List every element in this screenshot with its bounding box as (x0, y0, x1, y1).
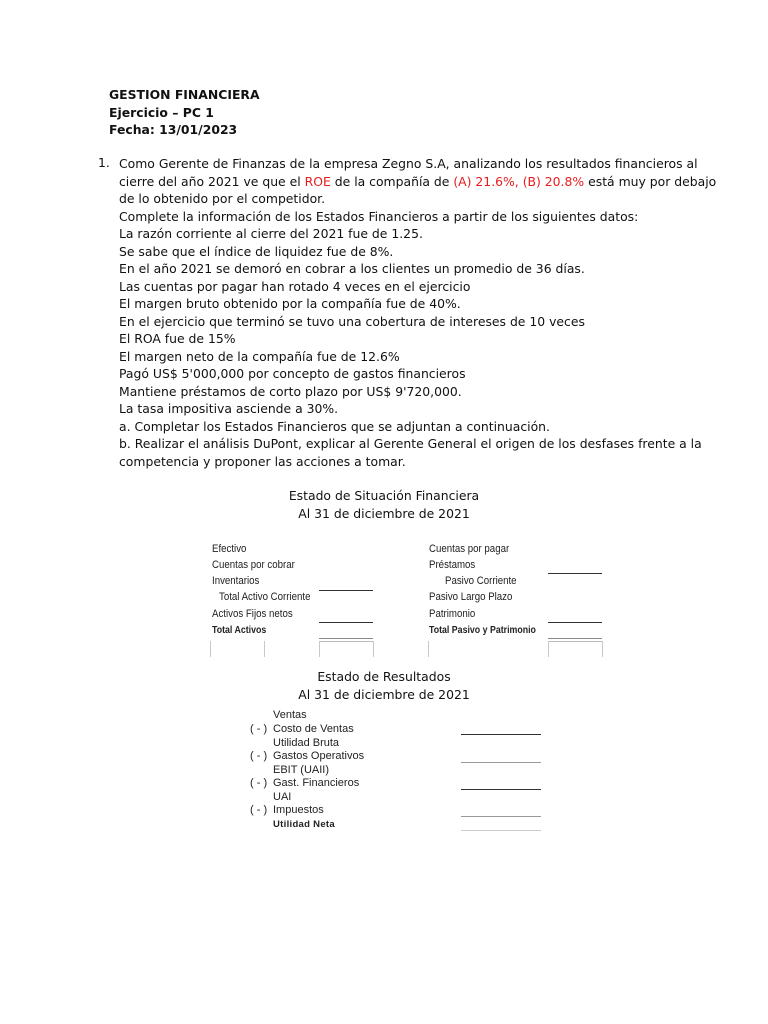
intro-line-3: de lo obtenido por el competidor. (119, 191, 326, 206)
table-border (210, 641, 211, 657)
data-line: Las cuentas por pagar han rotado 4 veces en el ejercicio (119, 278, 471, 294)
document-header (109, 86, 260, 139)
income-statement-date: Al 31 de diciembre de 2021 (298, 687, 470, 702)
data-line: La tasa impositiva asciende a 30%. (119, 401, 339, 416)
answer-line (461, 762, 541, 763)
minus-sign: ( - ) (250, 804, 268, 816)
question-number: 1. (98, 155, 110, 170)
exam-date: Fecha: 13/01/2023 (109, 122, 238, 137)
answer-line (461, 816, 541, 817)
label-costo-de-ventas: Costo de Ventas (273, 723, 354, 735)
minus-sign: ( - ) (250, 750, 268, 762)
intro-text: cierre del año 2021 ve que el (119, 173, 305, 189)
balance-sheet-date: Al 31 de diciembre de 2021 (298, 506, 470, 521)
data-line: En el año 2021 se demoró en cobrar a los clientes un promedio de 36 días. (119, 261, 585, 276)
intro-line-1: Como Gerente de Finanzas de la empresa Zegno S.A, analizando los resultados financieros al (119, 156, 698, 171)
option-b: (B) 20.8% (522, 173, 585, 189)
label-ebit: EBIT (UAII) (273, 764, 330, 776)
data-line: Se sabe que el índice de liquidez fue de 8%. (119, 243, 394, 259)
exercise-label: Ejercicio – PC 1 (109, 104, 214, 120)
intro-text-mid: de la compañía de (330, 173, 454, 189)
label-cuentas-por-cobrar: Cuentas por cobrar (212, 559, 295, 571)
label-pasivo-corriente: Pasivo Corriente (445, 575, 517, 587)
table-border (319, 641, 320, 657)
data-line: Complete la información de los Estados Financieros a partir de los siguientes datos: (119, 208, 639, 224)
question-text (119, 155, 717, 470)
answer-line (319, 590, 373, 591)
label-pasivo-largo-plazo: Pasivo Largo Plazo (429, 591, 513, 603)
label-cuentas-por-pagar: Cuentas por pagar (429, 543, 510, 555)
data-line: La razón corriente al cierre del 2021 fue de 1.25. (119, 226, 423, 241)
course-title: GESTION FINANCIERA (109, 87, 260, 102)
intro-line-2 (119, 173, 717, 191)
table-border (373, 641, 374, 657)
minus-sign: ( - ) (250, 777, 268, 789)
data-line: El ROA fue de 15% (119, 331, 236, 346)
table-border (548, 641, 549, 657)
intro-text-end: está muy por debajo (584, 173, 717, 189)
label-total-activos: Total Activos (212, 625, 267, 636)
income-statement-form (249, 708, 549, 836)
label-uai: UAI (273, 791, 292, 803)
table-border (264, 641, 265, 657)
data-line: Mantiene préstamos de corto plazo por US$ 9'720,000. (119, 383, 462, 399)
answer-line (548, 573, 602, 574)
income-statement-heading (0, 668, 768, 704)
data-line: Pagó US$ 5'000,000 por concepto de gastos financieros (119, 366, 466, 381)
minus-sign: ( - ) (250, 723, 268, 735)
label-gastos-financieros: Gast. Financieros (273, 777, 360, 789)
label-gastos-operativos: Gastos Operativos (273, 750, 365, 762)
balance-sheet-heading (0, 487, 768, 523)
total-line (548, 638, 602, 642)
data-line: El margen neto de la compañía fue de 12.6% (119, 348, 400, 364)
answer-line (548, 622, 602, 623)
answer-line (461, 734, 541, 735)
answer-line (319, 622, 373, 623)
label-total-pasivo-patrimonio: Total Pasivo y Patrimonio (429, 625, 536, 636)
label-inventarios: Inventarios (212, 575, 260, 587)
table-border (602, 641, 603, 657)
option-a: (A) 21.6%, (453, 173, 519, 189)
data-line: b. Realizar el análisis DuPont, explicar al Gerente General el origen de los desfases frente a la (119, 436, 702, 451)
label-total-activo-corriente: Total Activo Corriente (219, 591, 311, 603)
label-impuestos: Impuestos (273, 804, 324, 816)
answer-line (461, 789, 541, 790)
label-patrimonio: Patrimonio (429, 608, 476, 620)
label-utilidad-neta: Utilidad Neta (273, 819, 335, 830)
label-efectivo: Efectivo (212, 543, 247, 555)
data-line: a. Completar los Estados Financieros que se adjuntan a continuación. (119, 418, 550, 434)
data-line: competencia y proponer las acciones a tomar. (119, 453, 406, 469)
label-prestamos: Préstamos (429, 559, 476, 571)
data-line: El margen bruto obtenido por la compañía fue de 40%. (119, 296, 461, 311)
data-line: En el ejercicio que terminó se tuvo una cobertura de intereses de 10 veces (119, 313, 585, 329)
label-utilidad-bruta: Utilidad Bruta (273, 737, 340, 749)
balance-sheet-form (209, 538, 605, 658)
income-statement-title: Estado de Resultados (317, 669, 451, 684)
label-ventas: Ventas (273, 709, 307, 721)
roe-highlight: ROE (304, 173, 331, 189)
total-line (319, 638, 373, 642)
balance-sheet-title: Estado de Situación Financiera (288, 488, 480, 503)
table-border (428, 641, 429, 657)
answer-line (461, 830, 541, 831)
label-activos-fijos: Activos Fijos netos (212, 608, 293, 620)
